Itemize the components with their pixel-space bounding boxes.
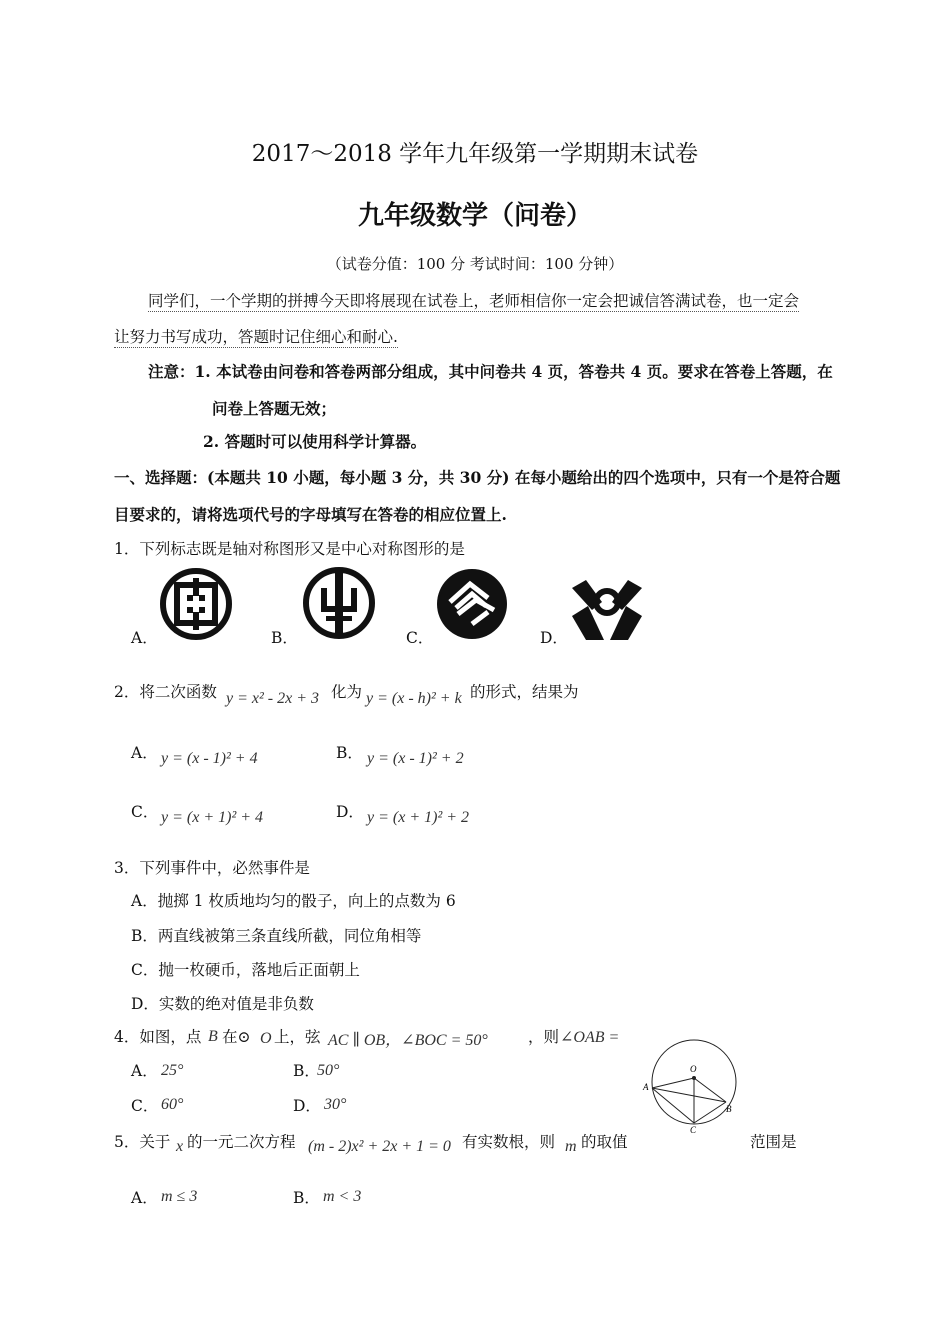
question-2-stem-c: 的形式，结果为 — [470, 683, 579, 701]
exam-subtitle: 九年级数学（问卷） — [357, 201, 592, 231]
notice-line-1: 注意：1. 本试卷由问卷和答卷两部分组成，其中问卷共 4 页，答卷共 4 页。要求在答卷上答题，在 — [148, 362, 833, 381]
question-2-stem-a: 2．将二次函数 — [114, 683, 217, 701]
question-3-option-c: C．抛一枚硬币，落地后正面朝上 — [131, 961, 360, 979]
notice-line-2: 问卷上答题无效； — [212, 399, 337, 418]
exam-title: 2017～2018 学年九年级第一学期期末试卷 — [251, 141, 699, 167]
question-5-option-b-label: B． — [293, 1189, 320, 1207]
question-4-expr-2: ∠OAB = — [560, 1029, 620, 1046]
question-2-option-d-expr: y = (x + 1)² + 2 — [367, 809, 470, 826]
question-5-stem-e: 范围是 — [750, 1133, 797, 1151]
notice-line-3: 2. 答题时可以使用科学计算器。 — [203, 432, 427, 451]
question-5-option-a-label: A． — [131, 1189, 158, 1207]
circle-geometry-figure — [640, 1030, 750, 1134]
segment-cb — [694, 1102, 726, 1123]
question-4-option-d-expr: 30° — [324, 1096, 347, 1113]
question-5-option-a-expr: m ≤ 3 — [161, 1188, 198, 1205]
question-2-option-a-expr: y = (x - 1)² + 4 — [161, 750, 258, 767]
question-5-var-m: m — [565, 1138, 577, 1155]
question-4-expr: AC ∥ OB，∠BOC = 50° — [328, 1032, 488, 1049]
label-b: B — [726, 1104, 732, 1114]
question-2-option-c-expr: y = (x + 1)² + 4 — [161, 809, 264, 826]
question-2-stem-b: 化为 — [331, 683, 363, 701]
question-4-stem-b: 在⊙ — [222, 1028, 251, 1046]
question-1-option-a: A． — [131, 629, 158, 647]
question-5-var-x: x — [176, 1138, 184, 1155]
question-5-expr: (m - 2)x² + 2x + 1 = 0 — [308, 1138, 451, 1155]
intro-line-1: 同学们，一个学期的拼搏今天即将展现在试卷上，老师相信你一定会把诚信答满试卷，也一定会 — [148, 292, 800, 310]
question-3-stem: 3．下列事件中，必然事件是 — [114, 859, 310, 877]
question-4-option-b-label: B． — [293, 1062, 320, 1080]
question-2-option-c-label: C． — [131, 803, 159, 821]
section-heading-line-1: 一、选择题：(本题共 10 小题，每小题 3 分，共 30 分) 在每小题给出的四个选项中，只有一个是符合题 — [114, 468, 841, 487]
question-4-stem-d: ，则 — [528, 1028, 560, 1046]
label-o: O — [690, 1064, 697, 1074]
question-5-stem-d: 的取值 — [581, 1133, 628, 1151]
question-4-option-d-label: D． — [293, 1097, 321, 1115]
question-2-option-d-label: D． — [336, 803, 364, 821]
question-1-option-b: B． — [271, 629, 298, 647]
question-4-option-b-expr: 50° — [317, 1062, 340, 1079]
center-point — [692, 1076, 696, 1080]
question-4-option-c-label: C． — [131, 1097, 159, 1115]
intro-line-2: 让努力书写成功，答题时记住细心和耐心. — [114, 328, 398, 346]
question-2-expr-2: y = (x - h)² + k — [366, 690, 462, 707]
section-heading-line-2: 目要求的，请将选项代号的字母填写在答卷的相应位置上. — [114, 505, 507, 524]
question-1-option-c: C． — [406, 629, 434, 647]
question-2-expr-1: y = x² - 2x + 3 — [226, 690, 320, 707]
icbc-logo-icon — [160, 568, 232, 640]
segment-oa — [652, 1078, 694, 1088]
label-a: A — [643, 1082, 649, 1092]
question-4-stem-a: 4．如图，点 — [114, 1028, 202, 1046]
abc-logo-icon — [302, 566, 376, 640]
segment-ob — [694, 1078, 726, 1102]
question-3-option-d: D．实数的绝对值是非负数 — [131, 995, 314, 1013]
label-c: C — [690, 1125, 697, 1134]
question-4-option-a-expr: 25° — [161, 1062, 184, 1079]
china-mobile-logo-icon — [436, 568, 508, 640]
question-4-stem-c: 上，弦 — [274, 1028, 321, 1046]
question-5-option-b-expr: m < 3 — [323, 1188, 362, 1205]
question-5-stem-c: 有实数根，则 — [462, 1133, 556, 1151]
question-2-option-b-label: B． — [336, 744, 363, 762]
question-3-option-a: A．抛掷 1 枚质地均匀的骰子，向上的点数为 6 — [131, 892, 456, 910]
question-4-var-b: B — [208, 1028, 218, 1045]
question-5-stem-b: 的一元二次方程 — [187, 1133, 296, 1151]
question-1-option-d: D． — [540, 629, 568, 647]
question-1-stem: 1．下列标志既是轴对称图形又是中心对称图形的是 — [114, 540, 465, 558]
rural-credit-logo-icon — [568, 576, 646, 642]
chord-ac — [652, 1088, 694, 1123]
question-4-option-a-label: A． — [131, 1062, 158, 1080]
question-2-option-a-label: A． — [131, 744, 158, 762]
question-4-var-o: O — [260, 1030, 272, 1047]
question-3-option-b: B．两直线被第三条直线所截，同位角相等 — [131, 927, 422, 945]
question-4-option-c-expr: 60° — [161, 1096, 184, 1113]
exam-meta: （试卷分值：100 分 考试时间：100 分钟） — [326, 255, 624, 273]
question-5-stem-a: 5．关于 — [114, 1133, 171, 1151]
segment-ab — [652, 1088, 726, 1102]
question-2-option-b-expr: y = (x - 1)² + 2 — [367, 750, 464, 767]
